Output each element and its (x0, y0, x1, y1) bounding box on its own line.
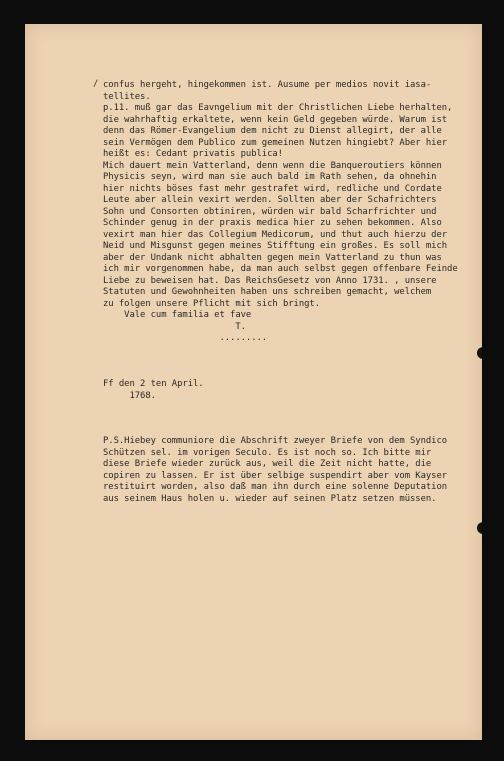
text-line: vexirt man hier das Collegium Medicorum, und thut auch hierzu der (103, 229, 448, 240)
postscript (103, 436, 447, 505)
text-line: sein Vermögen dem Publico zum gemeinen Nutzen hingiebt? Aber hier (103, 137, 448, 148)
text-line: Neid und Misgunst gegen meines Stifftung ein großes. Es soll mich (103, 241, 448, 251)
text-line: Physicis seyn, wird man sie auch bald im Rath sehen, da ohnehin (103, 172, 437, 182)
document-page (25, 24, 482, 740)
text-line: Mich dauert mein Vatterland, denn wenn die Banqueroutiers können (103, 160, 442, 171)
date-line (103, 379, 204, 402)
text-line: Sohn und Consorten obtiniren, würden wir bald Scharfrichter und (103, 206, 437, 217)
text-line: Ff den 2 ten April. (103, 379, 204, 389)
text-line: ......... (103, 333, 268, 343)
text-line: Liebe zu beweisen hat. Das ReichsGesetz von Anno 1731. , unsere (103, 275, 437, 286)
text-line: tellites. (103, 91, 151, 102)
text-line: Leute aber allein vexirt werden. Sollten aber der Schafrichters (103, 195, 437, 205)
text-line: ich mir vorgenommen habe, da man auch selbst gegen offenbare Feinde (103, 264, 458, 274)
text-line: denn das Römer-Evangelium dem nicht zu Dienst allegirt, der alle (103, 126, 442, 136)
text-line: confus hergeht, hingekommen ist. Ausume per medios novit iasa- (103, 80, 432, 90)
text-line: P.S.Hiebey communiore die Abschrift zweyer Briefe von dem Syndico (103, 436, 448, 446)
text-line: heißt es: Cedant privatis publica! (103, 149, 283, 159)
punch-hole-top (477, 347, 482, 359)
text-line: T. (103, 321, 246, 332)
letter-body (103, 80, 458, 345)
text-line: zu folgen unsere Pflicht mit sich bringt. (103, 298, 321, 309)
text-line: copiren zu lassen. Er ist über selbige suspendirt aber vom Kayser (103, 470, 448, 481)
text-line: restituirt worden, also daß man ihn durch eine solenne Deputation (103, 482, 448, 492)
text-line: aber der Undank nicht abhalten gegen mein Vatterland zu thun was (103, 252, 442, 263)
text-line: p.11. muß gar das Eavngelium mit der Christlichen Liebe herhalten, (103, 103, 453, 113)
text-line: Schinder genug in der praxis medica hier zu sehen bekommen. Also (103, 218, 442, 228)
text-line: hier nichts böses fast mehr gestrafet wird, redliche und Cordate (103, 183, 442, 194)
text-line: 1768. (103, 390, 156, 401)
text-line: die wahrhaftig erkaltete, wenn kein Geld gegeben würde. Warum ist (103, 114, 448, 125)
punch-hole-bottom (477, 522, 482, 534)
text-line: diese Briefe wieder zurück aus, weil die Zeit nicht hatte, die (103, 459, 432, 469)
margin-mark: / (93, 79, 99, 89)
text-line: Statuten und Gewohnheiten haben uns schreiben gemacht, welchem (103, 287, 432, 297)
text-line: Schützen sel. im vorigen Seculo. Es ist noch so. Ich bitte mir (103, 447, 432, 458)
text-line: Vale cum familia et fave (103, 310, 252, 320)
text-line: aus seinem Haus holen u. wieder auf seinen Platz setzen müssen. (103, 493, 437, 504)
